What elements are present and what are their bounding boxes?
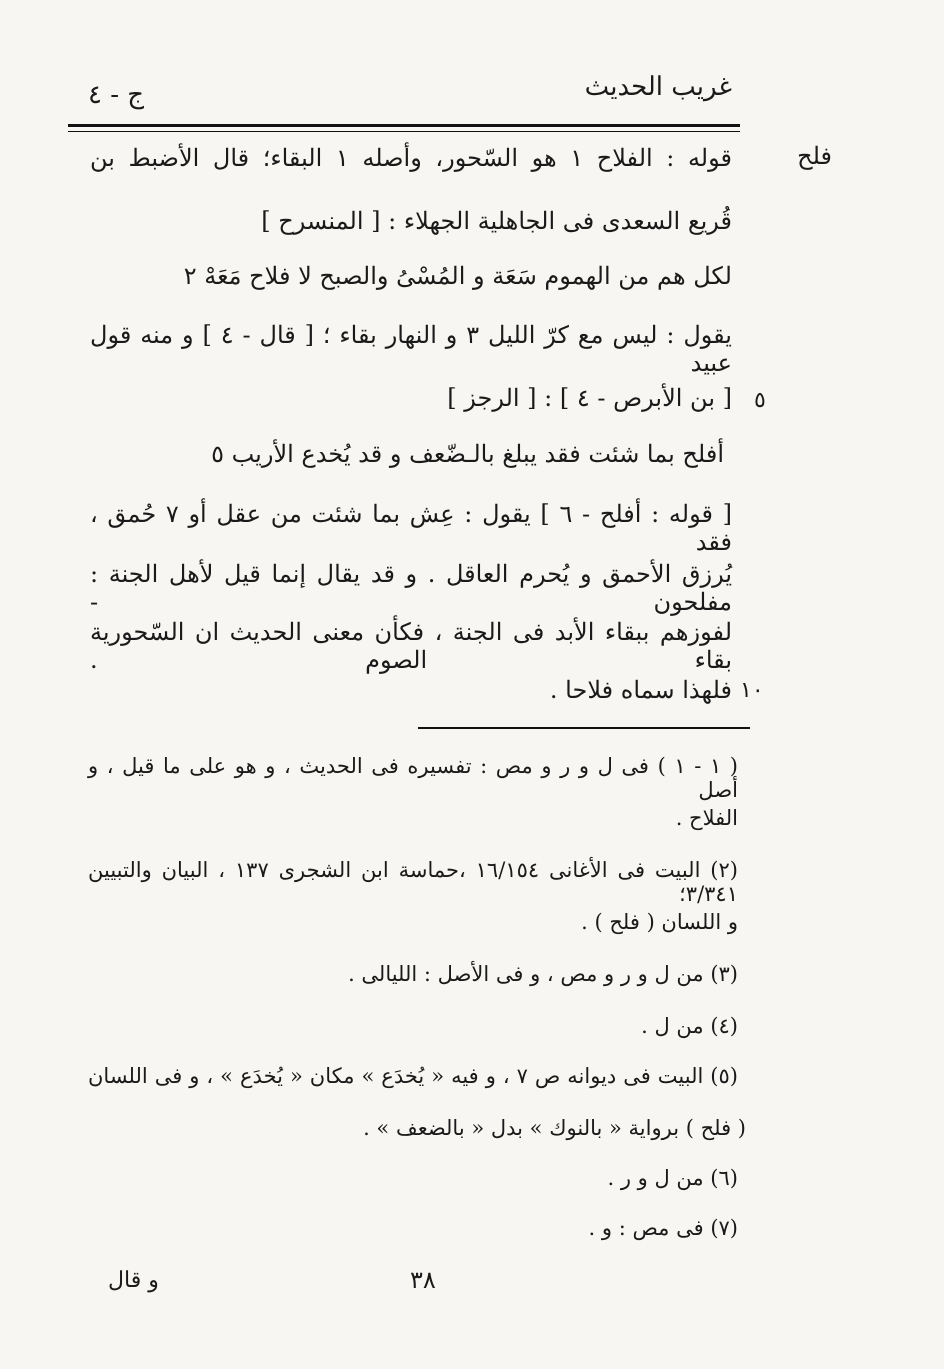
verse-line: أفلح بما شئت فقد يبلغ بال‍ـضّعف و قد يُخدع الأريب ٥ <box>211 440 724 468</box>
page-number: ٣٨ <box>410 1266 436 1294</box>
catchword: و قال <box>108 1268 159 1293</box>
line-number-5: ٥ <box>754 388 766 413</box>
footnote-line: (٢) البيت فى الأغانى ١٦/١٥٤ ،حماسة ابن الشجرى ١٣٧ ، البيان والتبيين ٣/٣٤١؛ <box>88 858 738 906</box>
margin-keyword: فلح <box>797 142 832 170</box>
body-line: لفوزهم ببقاء الأبد فى الجنة ، فكأن معنى الحديث ان السّحورية بقاء الصوم . <box>90 618 733 674</box>
footnote-line: و اللسان ( فلح ) . <box>581 910 738 934</box>
footnote-line: (٣) من ل و ر و مص ، و فى الأصل : الليالى . <box>348 962 738 986</box>
verse-line: لكل هم من الهموم سَعَة و المُسْىُ والصبح لا فلاح مَعَهْ ٢ <box>183 262 732 290</box>
footnote-line: الفلاح . <box>675 806 738 830</box>
footnote-rule <box>418 727 750 729</box>
body-line: [ قوله : أفلح - ٦ ] يقول : عِش بما شئت من عقل أو ٧ حُمق ، فقد <box>90 500 732 556</box>
footnote-line: (٥) البيت فى ديوانه ص ٧ ، و فيه « يُخدَع » مكان « يُخدَع » ، و فى اللسان <box>88 1064 738 1088</box>
body-line: قوله : الفلاح ١ هو السّحور، وأصله ١ البقاء؛ قال الأضبط بن <box>90 144 732 172</box>
body-line: [ بن الأبرص - ٤ ] : [ الرجز ] <box>447 384 732 412</box>
footnote-line: ( فلح ) برواية « بالنوك » بدل « بالضعف » . <box>363 1116 746 1140</box>
header-rule-thin <box>68 131 740 132</box>
header-rule-thick <box>68 124 740 127</box>
volume-label: ج - ٤ <box>88 80 145 110</box>
footnote-line: ( ١ - ١ ) فى ل و ر و مص : تفسيره فى الحديث ، و هو على ما قيل ، و أصل <box>88 754 739 802</box>
line-number-10: ١٠ <box>740 678 764 703</box>
footnote-line: (٦) من ل و ر . <box>607 1166 738 1190</box>
footnote-line: (٤) من ل . <box>641 1014 738 1038</box>
body-line: فلهذا سماه فلاحا . <box>549 676 732 704</box>
body-line: قُريع السعدى فى الجاهلية الجهلاء : [ المنسرح ] <box>261 207 732 235</box>
body-line: يُرزق الأحمق و يُحرم العاقل . و قد يقال إنما قيل لأهل الجنة : مفلحون - <box>90 560 732 616</box>
running-title: غريب الحديث <box>584 72 732 102</box>
footnote-line: (٧) فى مص : و . <box>588 1216 738 1240</box>
body-line: يقول : ليس مع كرّ الليل ٣ و النهار بقاء ؛ [ قال - ٤ ] و منه قول عبيد <box>90 321 732 377</box>
